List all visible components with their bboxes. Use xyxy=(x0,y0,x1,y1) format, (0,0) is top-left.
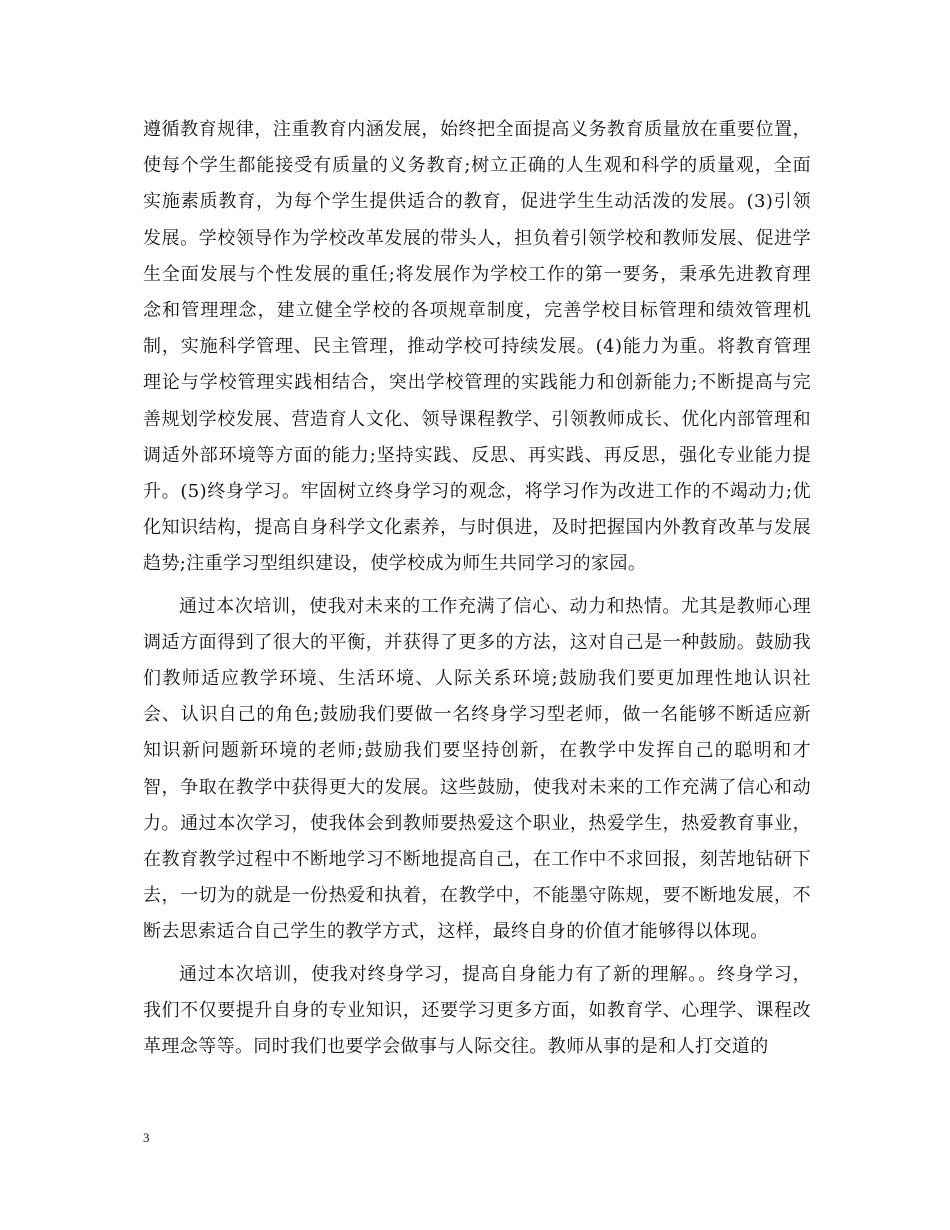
paragraph-3: 通过本次培训，使我对终身学习，提高自身能力有了新的理解。。终身学习，我们不仅要提升自身的专业知识，还要学习更多方面，如教育学、心理学、课程改革理念等等。同时我们也要学会做事与人际交往。教师从事的是和人打交道的 xyxy=(143,963,811,1058)
page-number: 3 xyxy=(143,1130,150,1145)
paragraph-2: 通过本次培训，使我对未来的工作充满了信心、动力和热情。尤其是教师心理调适方面得到了很大的平衡，并获得了更多的方法，这对自己是一种鼓励。鼓励我们教师适应教学环境、生活环境、人际关系环境;鼓励我们要更加理性地认识社会、认识自己的角色;鼓励我们要做一名终身学习型老师，做一名能够不断适应新知识新问题新环境的老师;鼓励我们要坚持创新，在教学中发挥自己的聪明和才智，争取在教学中获得更大的发展。这些鼓励，使我对未来的工作充满了信心和动力。通过本次学习，使我体会到教师要热爱这个职业，热爱学生，热爱教育事业，在教育教学过程中不断地学习不断地提高自己，在工作中不求回报，刻苦地钻研下去，一切为的就是一份热爱和执着，在教学中，不能墨守陈规，要不断地发展，不断去思索适合自己学生的教学方式，这样，最终自身的价值才能够得以体现。 xyxy=(143,595,811,943)
body-text xyxy=(143,112,811,1071)
paragraph-1: 遵循教育规律，注重教育内涵发展，始终把全面提高义务教育质量放在重要位置，使每个学生都能接受有质量的义务教育;树立正确的人生观和科学的质量观，全面实施素质教育，为每个学生提供适合的教育，促进学生生动活泼的发展。(3)引领发展。学校领导作为学校改革发展的带头人，担负着引领学校和教师发展、促进学生全面发展与个性发展的重任;将发展作为学校工作的第一要务，秉承先进教育理念和管理理念，建立健全学校的各项规章制度，完善学校目标管理和绩效管理机制，实施科学管理、民主管理，推动学校可持续发展。(4)能力为重。将教育管理理论与学校管理实践相结合，突出学校管理的实践能力和创新能力;不断提高与完善规划学校发展、营造育人文化、领导课程教学、引领教师成长、优化内部管理和调适外部环境等方面的能力;坚持实践、反思、再实践、再反思，强化专业能力提升。(5)终身学习。牢固树立终身学习的观念，将学习作为改进工作的不竭动力;优化知识结构，提高自身科学文化素养，与时俱进，及时把握国内外教育改革与发展趋势;注重学习型组织建设，使学校成为师生共同学习的家园。 xyxy=(143,119,811,575)
